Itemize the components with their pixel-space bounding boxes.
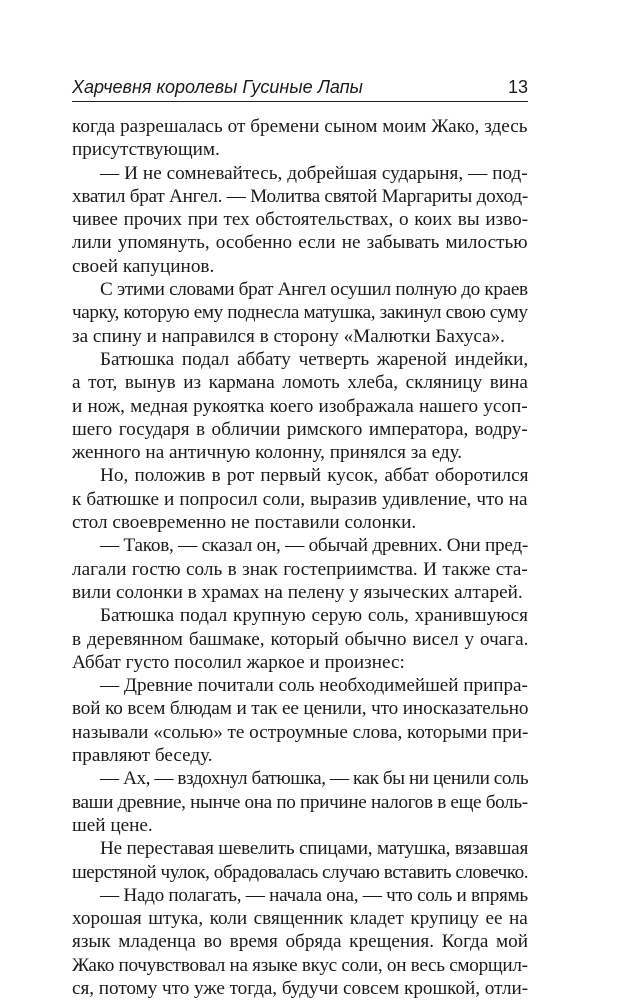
text-line: и нож, медная рукоятка коего изображала нашего усоп-: [72, 395, 528, 417]
text-line: к батюшке и попросил соли, выразив удивление, что на: [72, 488, 528, 510]
text-line: правляют беседу.: [72, 745, 213, 767]
text-line: лагали гостю соль в знак гостеприимства. И также ста-: [72, 558, 528, 580]
text-line: ся, потому что уже тогда, будучи совсем крошкой, отли-: [72, 977, 529, 999]
text-line: Батюшка подал аббату четверть жареной индейки,: [100, 348, 529, 370]
text-line: чарку, которую ему поднесла матушка, закинул свою суму: [72, 302, 528, 324]
text-line: вой ко всем блюдам и так ее ценили, что иносказательно: [72, 698, 529, 720]
running-head: [72, 74, 528, 100]
text-line: Не переставая шевелить спицами, матушка, вязавшая: [100, 838, 529, 860]
text-line: в деревянном башмаке, который обычно висел у очага.: [72, 628, 529, 650]
text-line: называли «солью» те остроумные слова, которыми при-: [72, 721, 529, 743]
text-line: Жако почувствовал на языке вкус соли, он весь сморщил-: [72, 954, 528, 976]
running-title: Харчевня королевы Гусиные Лапы: [72, 77, 363, 97]
text-line: стол своевременно не поставили солонки.: [72, 512, 417, 534]
text-line: — И не сомневайтесь, добрейшая сударыня, — под-: [100, 162, 528, 184]
text-line: за спину и направился в сторону «Малютки Бахуса».: [72, 325, 505, 347]
body-text: [72, 115, 528, 1000]
text-line: Но, положив в рот первый кусок, аббат оборотился: [100, 465, 529, 487]
text-line: лили упомянуть, особенно если не забывать милостью: [72, 232, 528, 254]
text-line: Аббат густо посолил жаркое и произнес:: [72, 651, 405, 673]
text-line: чивее прочих при тех обстоятельствах, о коих вы изво-: [72, 209, 529, 231]
text-line: женного на античную колонну, принялся за еду.: [72, 442, 463, 464]
text-line: язык младенца во время обряда крещения. Когда мой: [72, 931, 528, 953]
text-line: шей цене.: [72, 814, 153, 836]
text-line: хорошая штука, коли священник кладет крупицу ее на: [72, 908, 528, 930]
text-line: хватил брат Ангел. — Молитва святой Маргариты доход-: [72, 185, 529, 207]
text-line: — Таков, — сказал он, — обычай древних. Они пред-: [100, 535, 529, 557]
text-line: присутствующим.: [72, 139, 220, 161]
text-line: ваши древние, нынче она по причине налогов в еще боль-: [72, 791, 528, 813]
text-line: вили солонки в храмах на пелену у языческих алтарей.: [72, 581, 523, 603]
text-line: а тот, вынув из кармана ломоть хлеба, скляницу вина: [72, 372, 528, 394]
header-rule: [72, 101, 528, 102]
page-number: 13: [507, 77, 528, 97]
text-line: С этими словами брат Ангел осушил полную до краев: [100, 279, 528, 301]
text-line: — Древние почитали соль необходимейшей припра-: [100, 675, 528, 697]
text-line: шего государя в обличии римского императора, водру-: [72, 418, 528, 440]
text-line: когда разрешалась от бремени сыном моим Жако, здесь: [72, 116, 528, 137]
text-line: Батюшка подал крупную серую соль, хранившуюся: [100, 605, 528, 627]
text-line: — Надо полагать, — начала она, — что соль и впрямь: [100, 884, 528, 906]
text-line: своей капуцинов.: [72, 255, 215, 277]
text-line: — Ах, — вздохнул батюшка, — как бы ни ценили соль: [100, 768, 529, 790]
text-line: шерстяной чулок, обрадовалась случаю вставить словечко.: [72, 861, 529, 883]
